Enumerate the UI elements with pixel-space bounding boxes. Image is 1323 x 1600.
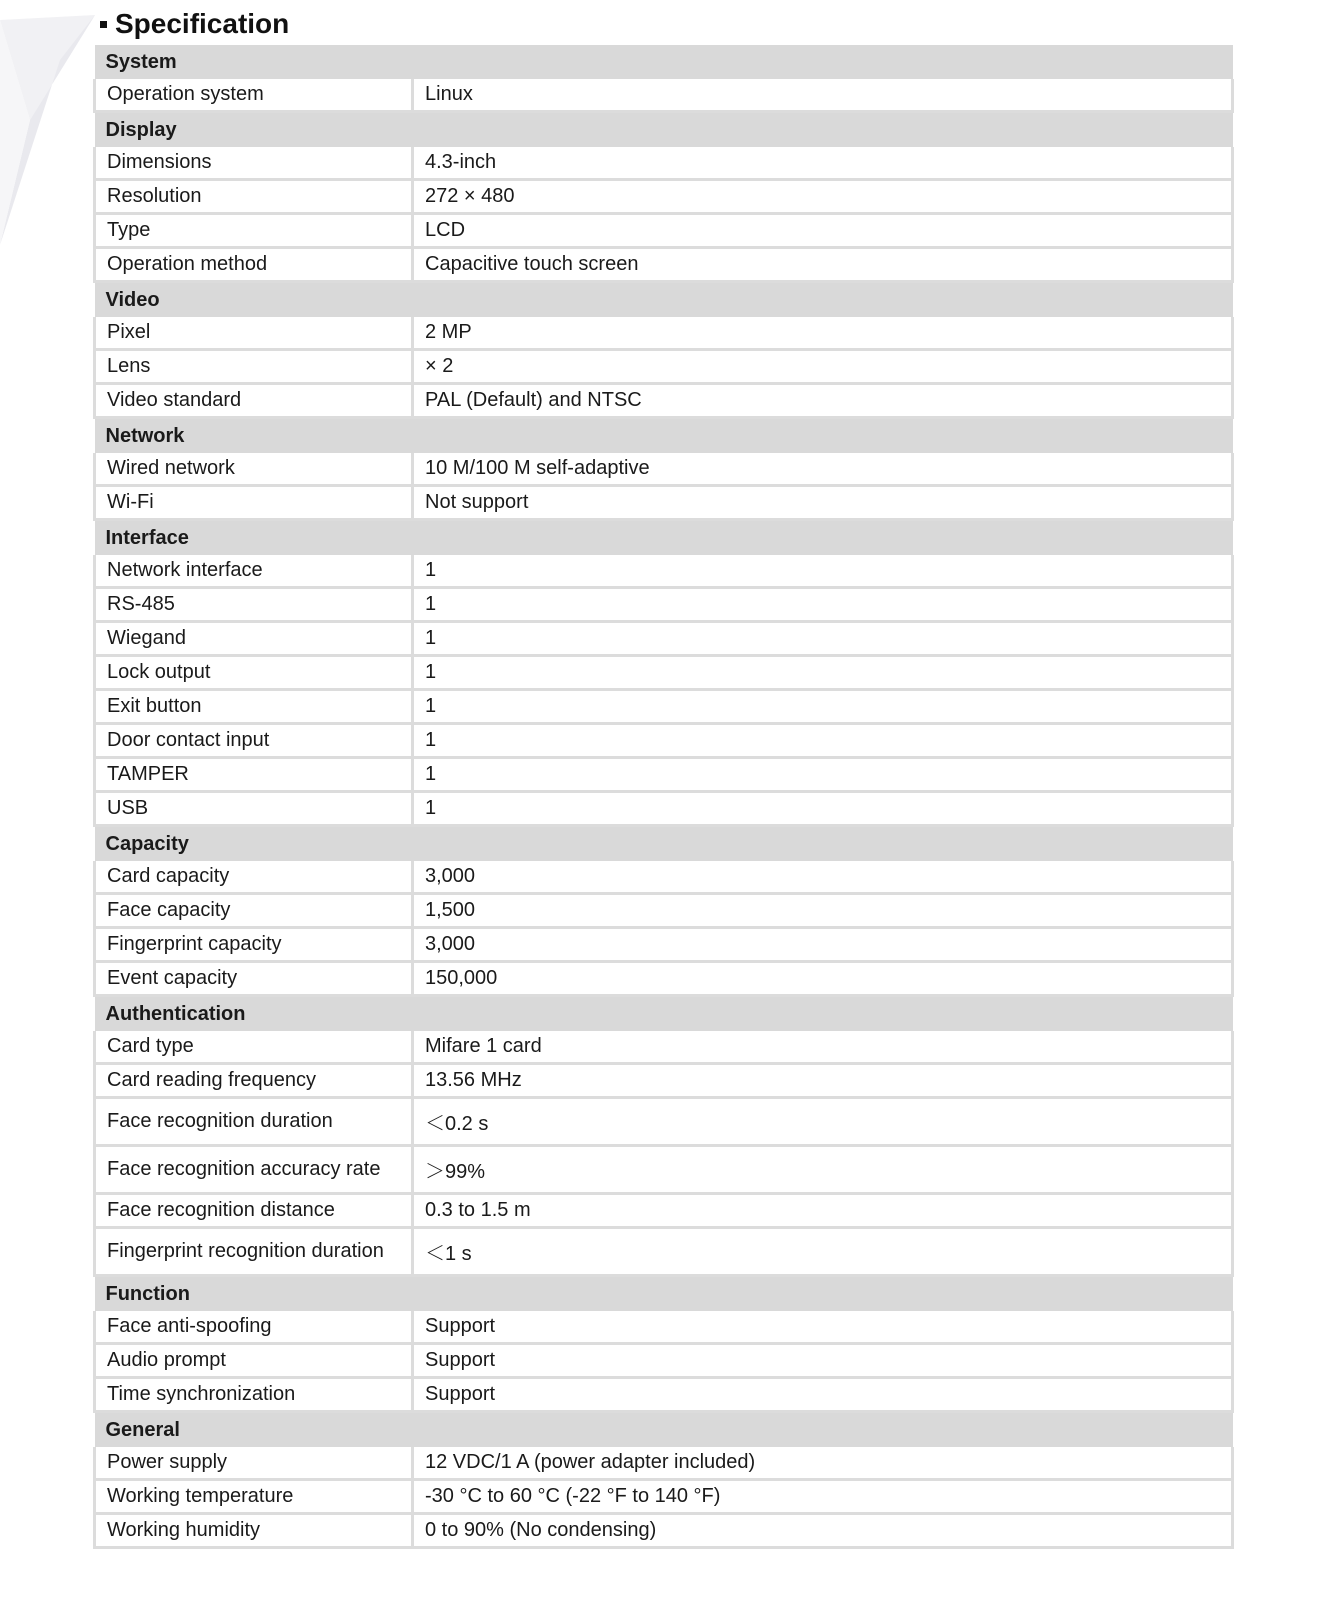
spec-key: USB <box>95 792 413 826</box>
spec-key: Face recognition accuracy rate <box>95 1146 413 1194</box>
spec-value: 1,500 <box>413 894 1233 928</box>
spec-value: 2 MP <box>413 317 1233 350</box>
section-header <box>95 418 1233 454</box>
spec-value: 1 <box>413 588 1233 622</box>
table-row <box>95 1311 1233 1344</box>
spec-key: Audio prompt <box>95 1344 413 1378</box>
spec-value: LCD <box>413 214 1233 248</box>
table-row <box>95 758 1233 792</box>
spec-value: -30 °C to 60 °C (-22 °F to 140 °F) <box>413 1480 1233 1514</box>
table-row <box>95 724 1233 758</box>
spec-value: 0 to 90% (No condensing) <box>413 1514 1233 1548</box>
spec-key: Exit button <box>95 690 413 724</box>
table-row <box>95 453 1233 486</box>
spec-key: Lens <box>95 350 413 384</box>
spec-value: 150,000 <box>413 962 1233 996</box>
spec-value: 272 × 480 <box>413 180 1233 214</box>
spec-key: Working temperature <box>95 1480 413 1514</box>
table-row <box>95 1031 1233 1064</box>
spec-value: ＜1 s <box>413 1228 1233 1276</box>
spec-key: Card capacity <box>95 861 413 894</box>
spec-value: PAL (Default) and NTSC <box>413 384 1233 418</box>
table-row <box>95 1447 1233 1480</box>
section-heading: Function <box>95 1276 1233 1312</box>
spec-key: Power supply <box>95 1447 413 1480</box>
spec-value: 13.56 MHz <box>413 1064 1233 1098</box>
table-row <box>95 1480 1233 1514</box>
section-header <box>95 826 1233 862</box>
spec-value: Mifare 1 card <box>413 1031 1233 1064</box>
spec-key: Time synchronization <box>95 1378 413 1412</box>
table-row <box>95 350 1233 384</box>
spec-value: 0.3 to 1.5 m <box>413 1194 1233 1228</box>
spec-key: Face recognition distance <box>95 1194 413 1228</box>
spec-value: 12 VDC/1 A (power adapter included) <box>413 1447 1233 1480</box>
spec-key: Face capacity <box>95 894 413 928</box>
spec-key: Type <box>95 214 413 248</box>
table-row <box>95 622 1233 656</box>
spec-value: ＞99% <box>413 1146 1233 1194</box>
spec-key: Wiegand <box>95 622 413 656</box>
section-heading: Authentication <box>95 996 1233 1032</box>
table-row <box>95 1344 1233 1378</box>
table-row <box>95 214 1233 248</box>
spec-value: 1 <box>413 555 1233 588</box>
spec-key: Video standard <box>95 384 413 418</box>
spec-key: Wired network <box>95 453 413 486</box>
spec-value: 3,000 <box>413 861 1233 894</box>
spec-value: Support <box>413 1378 1233 1412</box>
spec-key: Face recognition duration <box>95 1098 413 1146</box>
spec-value: Not support <box>413 486 1233 520</box>
spec-key: Wi-Fi <box>95 486 413 520</box>
section-header <box>95 996 1233 1032</box>
spec-value: Capacitive touch screen <box>413 248 1233 282</box>
spec-key: Dimensions <box>95 147 413 180</box>
section-heading: General <box>95 1412 1233 1448</box>
table-row <box>95 1064 1233 1098</box>
spec-key: TAMPER <box>95 758 413 792</box>
table-row <box>95 1378 1233 1412</box>
spec-key: Card type <box>95 1031 413 1064</box>
spec-key: Door contact input <box>95 724 413 758</box>
spec-value: 1 <box>413 792 1233 826</box>
spec-value: 1 <box>413 758 1233 792</box>
spec-value: Linux <box>413 79 1233 112</box>
table-row <box>95 317 1233 350</box>
table-row <box>95 486 1233 520</box>
section-heading: Network <box>95 418 1233 454</box>
page-title <box>100 8 289 40</box>
spec-value: 3,000 <box>413 928 1233 962</box>
spec-key: Working humidity <box>95 1514 413 1548</box>
section-header <box>95 282 1233 318</box>
table-row <box>95 1098 1233 1146</box>
specification-table <box>93 45 1234 1549</box>
table-row <box>95 656 1233 690</box>
spec-key: Fingerprint capacity <box>95 928 413 962</box>
page-title-text: Specification <box>115 8 290 39</box>
spec-value: Support <box>413 1311 1233 1344</box>
spec-key: RS-485 <box>95 588 413 622</box>
table-row <box>95 962 1233 996</box>
spec-value: 1 <box>413 656 1233 690</box>
section-header <box>95 1412 1233 1448</box>
table-row <box>95 248 1233 282</box>
section-header <box>95 1276 1233 1312</box>
spec-key: Operation system <box>95 79 413 112</box>
table-row <box>95 928 1233 962</box>
table-row <box>95 1194 1233 1228</box>
spec-value: 1 <box>413 622 1233 656</box>
spec-key: Network interface <box>95 555 413 588</box>
spec-value: Support <box>413 1344 1233 1378</box>
section-heading: System <box>95 45 1233 79</box>
spec-key: Resolution <box>95 180 413 214</box>
spec-value: 10 M/100 M self-adaptive <box>413 453 1233 486</box>
section-header <box>95 45 1233 79</box>
spec-key: Face anti-spoofing <box>95 1311 413 1344</box>
spec-value: 1 <box>413 724 1233 758</box>
spec-value: 1 <box>413 690 1233 724</box>
spec-key: Fingerprint recognition duration <box>95 1228 413 1276</box>
table-row <box>95 690 1233 724</box>
table-row <box>95 792 1233 826</box>
spec-key: Operation method <box>95 248 413 282</box>
table-row <box>95 180 1233 214</box>
spec-value: × 2 <box>413 350 1233 384</box>
spec-key: Pixel <box>95 317 413 350</box>
section-heading: Capacity <box>95 826 1233 862</box>
table-row <box>95 147 1233 180</box>
section-heading: Video <box>95 282 1233 318</box>
section-header <box>95 112 1233 148</box>
spec-key: Event capacity <box>95 962 413 996</box>
table-row <box>95 1228 1233 1276</box>
table-row <box>95 894 1233 928</box>
table-row <box>95 555 1233 588</box>
section-heading: Display <box>95 112 1233 148</box>
section-header <box>95 520 1233 556</box>
table-row <box>95 588 1233 622</box>
table-row <box>95 1514 1233 1548</box>
spec-value: 4.3-inch <box>413 147 1233 180</box>
spec-key: Card reading frequency <box>95 1064 413 1098</box>
decorative-star-watermark <box>0 0 100 260</box>
table-row <box>95 384 1233 418</box>
spec-value: ＜0.2 s <box>413 1098 1233 1146</box>
table-row <box>95 1146 1233 1194</box>
bullet-icon <box>100 21 107 28</box>
table-row <box>95 861 1233 894</box>
spec-key: Lock output <box>95 656 413 690</box>
table-row <box>95 79 1233 112</box>
section-heading: Interface <box>95 520 1233 556</box>
